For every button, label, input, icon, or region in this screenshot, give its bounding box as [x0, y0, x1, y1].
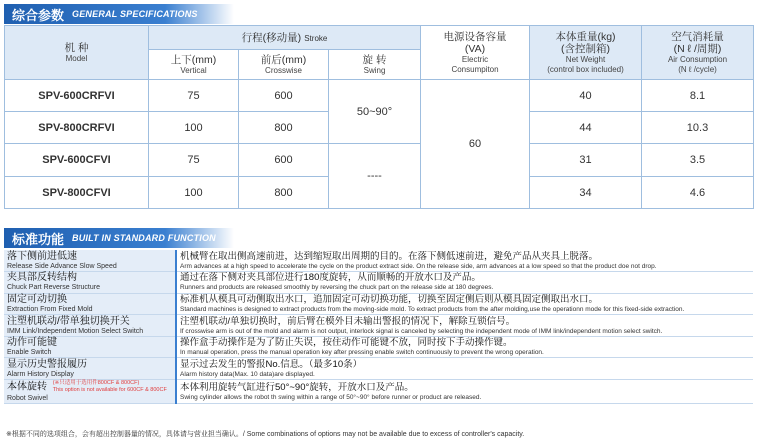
function-row — [4, 293, 753, 315]
crosswise-cell: 600 — [239, 80, 329, 112]
function-row — [4, 358, 753, 380]
model-header-cn: 机 种 — [64, 41, 89, 54]
function-name-cn: 夹具部反转结构 — [7, 272, 77, 284]
function-name — [4, 315, 176, 337]
air-header — [642, 26, 754, 80]
function-desc-cn: 注塑机联动/单独切换时，前后臂在模外目未输出警报的情况下，解除互锁信号。 — [180, 315, 516, 327]
function-desc-en: Alarm history data(Max. 10 data)are displayed. — [180, 370, 315, 378]
function-name — [4, 380, 176, 404]
function-desc — [176, 380, 753, 404]
function-name-line — [7, 380, 172, 394]
crosswise-header-en: Crosswise — [265, 65, 302, 75]
power-header-cn: 电源设备容量 — [443, 30, 507, 43]
weight-header-cn: 本体重量(kg) — [555, 30, 616, 43]
function-name-en: Robot Swivel — [7, 395, 48, 403]
table-row — [5, 144, 754, 177]
function-name-cn: 固定可动切换 — [7, 293, 67, 305]
function-desc-en: Arm advances at a high speed to accelerate the cycle on the product extract side. On the release side, arm advances at a low speed so that the product doe not drop. — [180, 262, 657, 270]
function-name-en: Extraction From Fixed Mold — [7, 305, 93, 313]
weight-header-en1: Net Weight — [565, 54, 606, 64]
swing-cell-cr: 50~90° — [329, 80, 421, 144]
weight-cell: 31 — [530, 144, 642, 177]
function-name — [4, 250, 176, 272]
air-header-en1: Air Consumption — [667, 54, 728, 64]
function-row — [4, 250, 753, 272]
power-header-unit: (VA) — [464, 42, 486, 55]
vertical-header-en: Vertical — [180, 65, 207, 75]
swing-header — [329, 50, 421, 80]
function-name-cn: 本体旋转 — [7, 381, 47, 393]
weight-cell: 34 — [530, 177, 642, 209]
weight-header-cn2: (含控制箱) — [561, 42, 611, 55]
crosswise-cell: 600 — [239, 144, 329, 177]
model-header-en: Model — [65, 53, 88, 63]
weight-cell: 44 — [530, 112, 642, 144]
vertical-cell: 75 — [149, 80, 239, 112]
function-desc — [176, 293, 753, 315]
power-cell: 60 — [421, 80, 530, 209]
crosswise-cell: 800 — [239, 112, 329, 144]
function-name-en: Chuck Part Reverse Structure — [7, 284, 100, 292]
air-header-en2: (N ℓ /cycle) — [678, 64, 717, 74]
model-cell: SPV-600CRFVI — [5, 80, 149, 112]
function-desc-cn: 显示过去发生的警报No.信息。（最多10条） — [180, 358, 363, 370]
swing-header-en: Swing — [363, 65, 386, 75]
function-desc-en: Swing cylinder allows the robot th swing within a range of 50°~90° before runner or product are released. — [180, 393, 482, 401]
function-desc-cn: 本体利用旋转气缸进行50°~90°旋转，开放水口及产品。 — [180, 381, 414, 393]
model-cell: SPV-600CFVI — [5, 144, 149, 177]
function-name-cn: 落下侧前进低速 — [7, 250, 77, 262]
vertical-header — [149, 50, 239, 80]
air-cell: 10.3 — [642, 112, 754, 144]
spec-title-cn: 综合参数 — [12, 8, 65, 24]
model-cell: SPV-800CRFVI — [5, 112, 149, 144]
function-note-cn: (※只适用于选用件800CF & 800CF) — [52, 380, 140, 387]
function-note — [53, 380, 167, 394]
model-cell: SPV-800CFVI — [5, 177, 149, 209]
crosswise-header — [239, 50, 329, 80]
function-desc-en: Runners and products are released smoothly by reversing the chuck part on the release side at 180 degrees. — [180, 284, 494, 292]
function-desc-cn: 操作盒手动操作是为了防止失误，按住动作可能键不放，同时按下手动操作键。 — [180, 337, 513, 349]
function-desc-en: If crosswise arm is out of the mold and alarm is not output, interlock signal is canceled by selecting the independent mode of IMM link/independent motion select switch. — [180, 327, 663, 335]
function-name — [4, 272, 176, 294]
air-cell: 8.1 — [642, 80, 754, 112]
crosswise-cell: 800 — [239, 177, 329, 209]
air-cell: 3.5 — [642, 144, 754, 177]
function-row — [4, 315, 753, 337]
vertical-header-cn: 上下(mm) — [170, 53, 217, 66]
stroke-header — [149, 26, 421, 50]
air-cell: 4.6 — [642, 177, 754, 209]
function-row — [4, 336, 753, 358]
function-name-cn: 显示历史警报履历 — [7, 358, 87, 370]
function-name-en: IMM Link/Independent Motion Select Switch — [7, 327, 144, 335]
function-desc — [176, 315, 753, 337]
air-header-cn: 空气消耗量 — [671, 30, 724, 43]
table-row — [5, 80, 754, 112]
power-header-en1: Electric — [461, 54, 489, 64]
stroke-header-en: Stroke — [304, 34, 328, 43]
function-name — [4, 293, 176, 315]
swing-header-cn: 旋 转 — [362, 53, 387, 66]
function-name — [4, 358, 176, 380]
func-section-header — [4, 228, 234, 248]
function-name-cn: 动作可能键 — [7, 337, 57, 349]
function-desc — [176, 272, 753, 294]
vertical-cell: 100 — [149, 112, 239, 144]
function-name-en: Enable Switch — [7, 349, 52, 357]
function-desc — [176, 358, 753, 380]
function-table — [4, 250, 753, 404]
function-desc — [176, 250, 753, 272]
func-title-cn: 标准功能 — [12, 232, 65, 248]
function-desc-en: Standard machines is designed to extract products from the moving-side mold. To extract products from the after molding,use the operationn mode for this fixed-side extraction. — [180, 305, 685, 313]
func-title-en: BUILT IN STANDARD FUNCTION — [72, 233, 216, 243]
model-header — [5, 26, 149, 80]
function-name-cn: 注塑机联动/带单独切换开关 — [7, 315, 130, 327]
power-header — [421, 26, 530, 80]
crosswise-header-cn: 前后(mm) — [260, 53, 307, 66]
function-desc-cn: 标准机从模具可动侧取出水口，追加固定可动切换功能，切换至固定侧后则从模具固定侧取出水口。 — [180, 293, 599, 305]
function-desc-en: In manual operation, press the manual operation key after pressing enable switch continuously to prevent the wrong operation. — [180, 349, 544, 357]
swing-cell-c: ---- — [329, 144, 421, 209]
function-desc-cn: 机械臂在取出侧高速前进，达到缩短取出周期的目的。在落下侧低速前进，避免产品从夹具上脱落。 — [180, 250, 599, 262]
function-note-en: This option is not available for 600CF & 800CF — [52, 387, 167, 394]
power-header-en2: Consumpiton — [451, 64, 499, 74]
function-desc — [176, 336, 753, 358]
function-name-en: Release Side Advance Slow Speed — [7, 262, 117, 270]
function-name — [4, 336, 176, 358]
stroke-header-cn: 行程(移动量) — [241, 32, 302, 44]
vertical-cell: 100 — [149, 177, 239, 209]
spec-table — [4, 25, 754, 209]
air-header-unit: (N ℓ /周期) — [673, 42, 722, 55]
spec-title-en: GENERAL SPECIFICATIONS — [72, 9, 198, 19]
function-desc-cn: 通过在落下侧对夹具部位进行180度旋转，从而顺畅的开放水口及产品。 — [180, 272, 481, 284]
weight-cell: 40 — [530, 80, 642, 112]
weight-header — [530, 26, 642, 80]
footnote: ※根据不同的选项组合，会有超出控制器量的情况，具体请与营业担当确认。/ Some combinations of options may not be available due to excess of controller's capacity. — [6, 431, 525, 438]
spec-section-header — [4, 4, 234, 24]
function-row — [4, 380, 753, 404]
function-row — [4, 272, 753, 294]
weight-header-en2: (control box included) — [547, 64, 624, 74]
function-name-en: Alarm History Display — [7, 370, 74, 378]
vertical-cell: 75 — [149, 144, 239, 177]
